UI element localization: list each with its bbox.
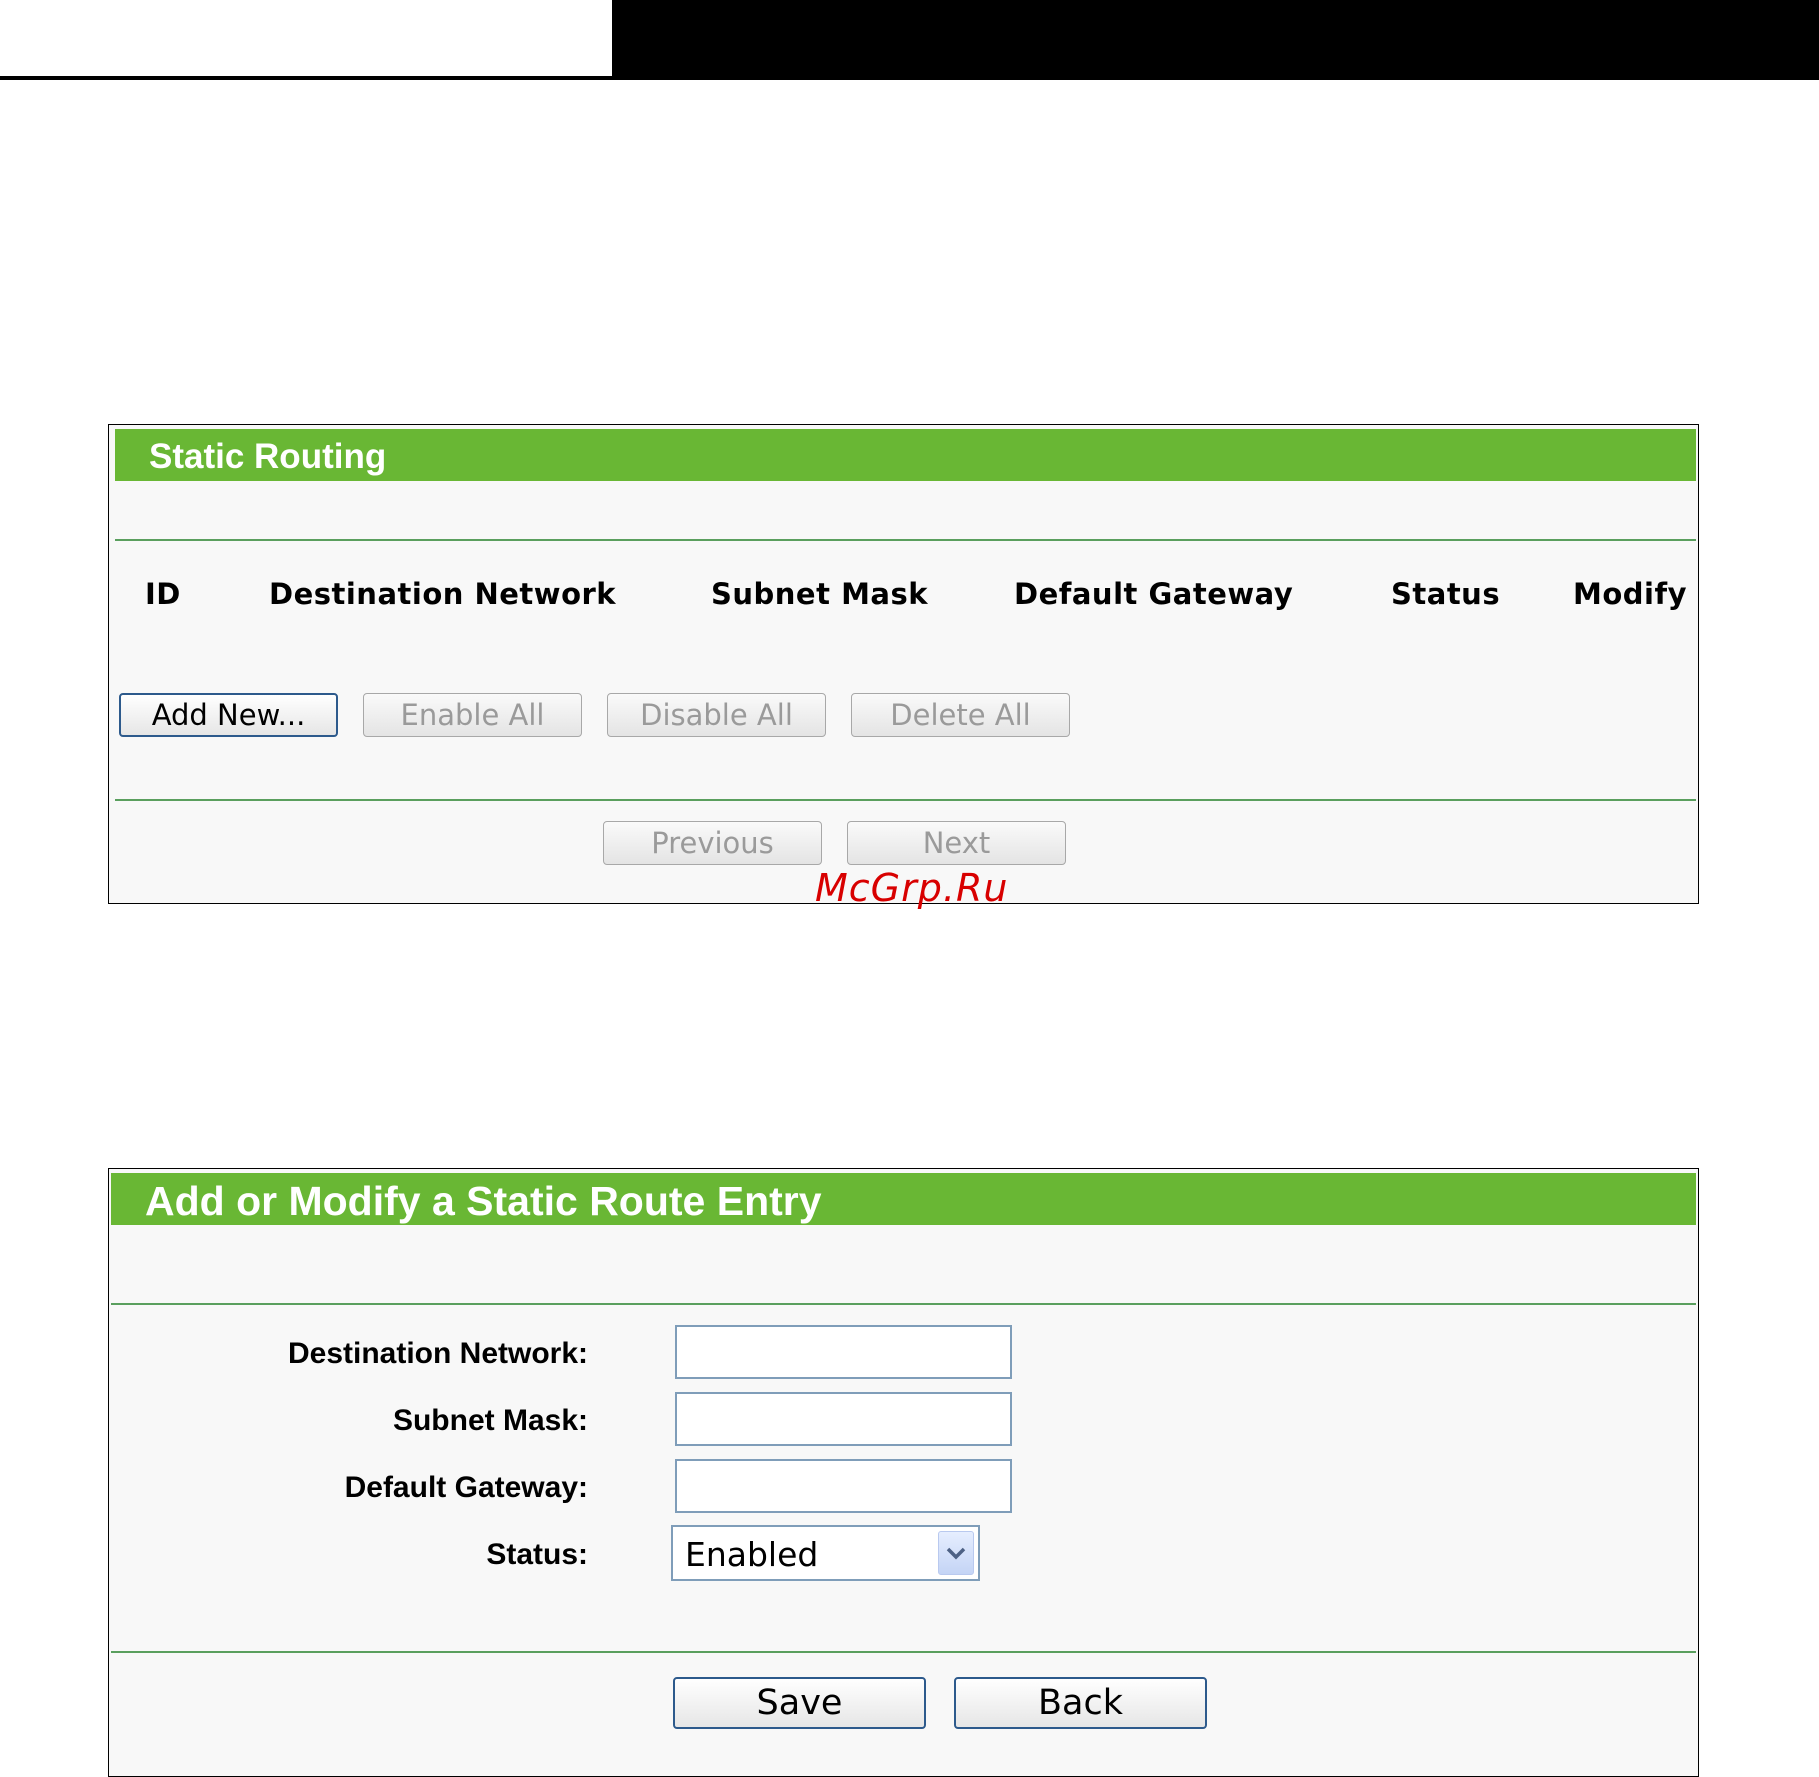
back-button[interactable]: Back	[954, 1677, 1207, 1729]
default-gateway-label: Default Gateway:	[344, 1471, 588, 1504]
destination-network-label: Destination Network:	[287, 1337, 588, 1370]
top-black-bar	[612, 0, 1819, 76]
column-header-subnet-mask: Subnet Mask	[711, 577, 929, 611]
previous-button[interactable]: Previous	[603, 821, 822, 865]
subnet-mask-input[interactable]	[675, 1392, 1012, 1446]
column-header-id: ID	[145, 577, 181, 611]
status-label: Status:	[486, 1538, 588, 1571]
static-routing-panel	[108, 424, 1699, 904]
next-button[interactable]: Next	[847, 821, 1066, 865]
watermark: McGrp.Ru	[815, 866, 1009, 910]
route-entry-title: Add or Modify a Static Route Entry	[111, 1173, 1696, 1225]
column-header-default-gateway: Default Gateway	[1014, 577, 1294, 611]
disable-all-button[interactable]: Disable All	[607, 693, 826, 737]
default-gateway-input[interactable]	[675, 1459, 1012, 1513]
chevron-down-icon[interactable]	[938, 1531, 974, 1575]
header-divider	[115, 539, 1696, 541]
add-new-button[interactable]: Add New...	[119, 693, 338, 737]
footer-divider	[115, 799, 1696, 801]
static-routing-title: Static Routing	[115, 429, 1696, 481]
top-rule	[0, 76, 1819, 80]
column-header-destination-network: Destination Network	[269, 577, 617, 611]
column-header-status: Status	[1391, 577, 1501, 611]
footer-divider	[111, 1651, 1696, 1653]
delete-all-button[interactable]: Delete All	[851, 693, 1070, 737]
status-selected-value: Enabled	[685, 1535, 819, 1574]
column-header-modify: Modify	[1573, 577, 1688, 611]
header-divider	[111, 1303, 1696, 1305]
destination-network-input[interactable]	[675, 1325, 1012, 1379]
save-button[interactable]: Save	[673, 1677, 926, 1729]
enable-all-button[interactable]: Enable All	[363, 693, 582, 737]
route-entry-panel	[108, 1168, 1699, 1777]
subnet-mask-label: Subnet Mask:	[392, 1404, 588, 1437]
status-select[interactable]	[671, 1525, 980, 1581]
